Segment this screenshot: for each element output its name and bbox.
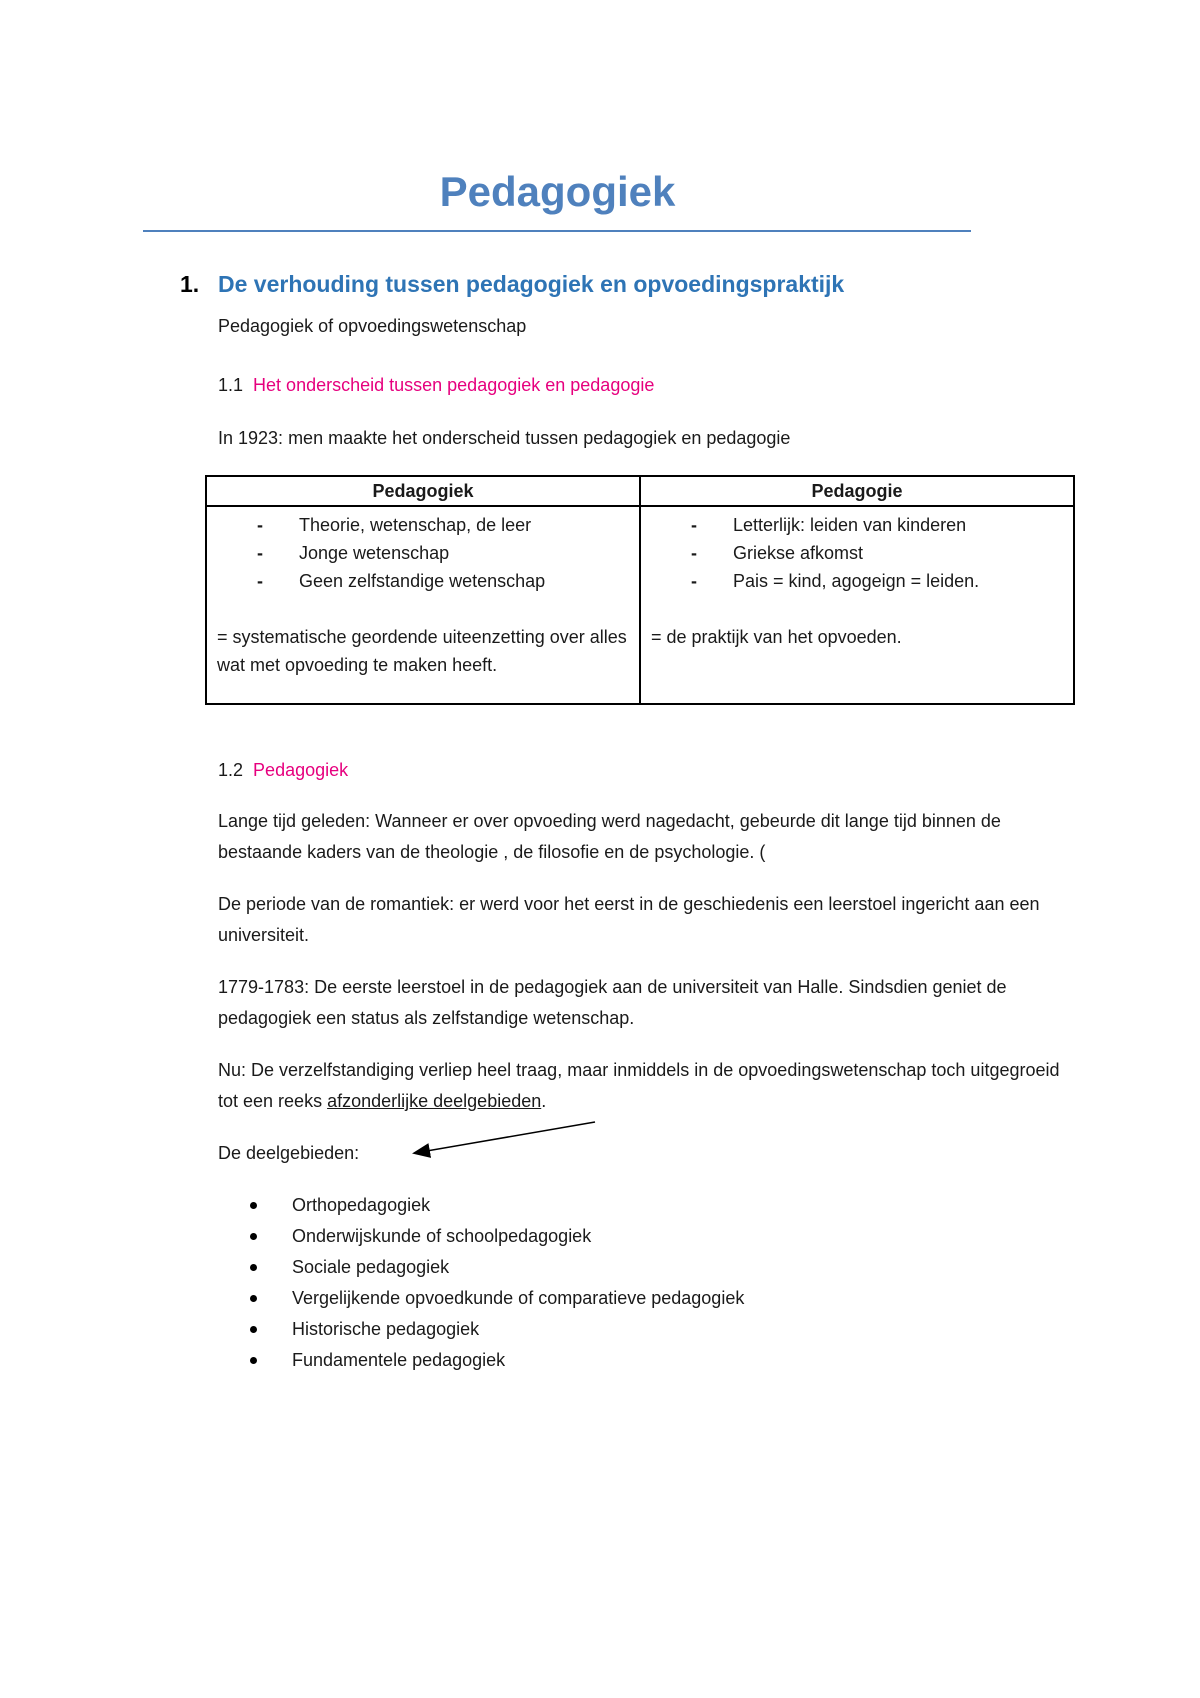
section-1-number: 1.: [180, 271, 200, 297]
list-item: - Theorie, wetenschap, de leer: [257, 511, 629, 539]
paragraph-label: Nu:: [218, 1060, 247, 1080]
paragraph-text: De verzelfstandiging verliep heel traag, maar inmiddels in de opvoedingswetenschap toch uitgegroeid tot een reeks: [218, 1060, 1060, 1111]
list-item: - Letterlijk: leiden van kinderen: [691, 511, 1063, 539]
paragraph-label: 1779-1783:: [218, 977, 310, 997]
list-item: Sociale pedagogiek: [250, 1252, 744, 1283]
paragraph-label: Lange tijd geleden:: [218, 811, 371, 831]
table-header-pedagogiek: Pedagogiek: [206, 476, 640, 506]
bullet-icon: [250, 1357, 257, 1364]
section-1-1-number: 1.1: [218, 375, 244, 395]
bullet-icon: [250, 1202, 257, 1209]
bullet-icon: [250, 1233, 257, 1240]
list-item: - Griekse afkomst: [691, 539, 1063, 567]
list-item: - Jonge wetenschap: [257, 539, 629, 567]
bullet-icon: [250, 1264, 257, 1271]
list-item: Historische pedagogiek: [250, 1314, 744, 1345]
list-item: Onderwijskunde of schoolpedagogiek: [250, 1221, 744, 1252]
bullet-icon: [250, 1295, 257, 1302]
section-1-2-number: 1.2: [218, 760, 244, 780]
page-title: Pedagogiek: [439, 168, 676, 215]
pedagogie-definition: = de praktijk van het opvoeden.: [651, 627, 902, 647]
list-item: - Geen zelfstandige wetenschap: [257, 567, 629, 595]
section-1-title: De verhouding tussen pedagogiek en opvoedingspraktijk: [218, 271, 845, 297]
list-item: - Pais = kind, agogeign = leiden.: [691, 567, 1063, 595]
paragraph-end: .: [541, 1091, 547, 1111]
section-1-2-title: Pedagogiek: [253, 760, 349, 780]
arrow-line: [415, 1122, 595, 1153]
list-item: Fundamentele pedagogiek: [250, 1345, 744, 1376]
intro-year: In 1923:: [218, 428, 284, 448]
paragraph-text: De eerste leerstoel in de pedagogiek aan de universiteit van Halle. Sindsdien geniet de pedagogiek een status als zelfstandige wetenschap.: [218, 977, 1007, 1028]
pedagogiek-definition: = systematische geordende uiteenzetting over alles wat met opvoeding te maken heeft.: [217, 627, 627, 675]
paragraph-text: er werd voor het eerst in de geschiedenis een leerstoel ingericht aan een universiteit.: [218, 894, 1040, 945]
list-item: Orthopedagogiek: [250, 1190, 744, 1221]
intro-text: men maakte het onderscheid tussen pedagogiek en pedagogie: [283, 428, 791, 448]
deelgebieden-underlined: afzonderlijke deelgebieden: [327, 1091, 542, 1111]
subfields-label: De deelgebieden:: [218, 1143, 360, 1163]
bullet-icon: [250, 1326, 257, 1333]
paragraph-text: Wanneer er over opvoeding werd nagedacht, gebeurde dit lange tijd binnen de bestaande kaders van de theologie , de filosofie en de psychologie. (: [218, 811, 1001, 862]
subfields-list: [250, 1190, 744, 1376]
section-1-1-title: Het onderscheid tussen pedagogiek en pedagogie: [253, 375, 655, 395]
table-header-pedagogie: Pedagogie: [640, 476, 1074, 506]
section-1-subtitle: Pedagogiek of opvoedingswetenschap: [218, 316, 527, 336]
paragraph-label: De periode van de romantiek:: [218, 894, 455, 914]
list-item: Vergelijkende opvoedkunde of comparatieve pedagogiek: [250, 1283, 744, 1314]
